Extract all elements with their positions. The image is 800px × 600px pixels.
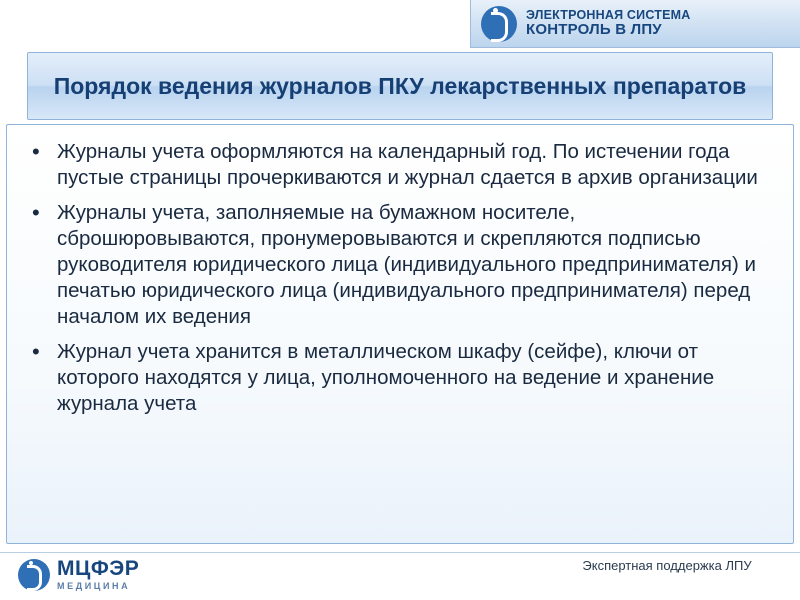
footer-brand-name: МЦФЭР: [57, 557, 140, 580]
list-item: • Журналы учета, заполняемые на бумажном носителе, сброшюровываются, пронумеровываются и скрепляются подписью руководителя юридического лица (индивидуального предпринимателя) и печатью юридического лица (индивидуального предпринимателя) перед началом их ведения: [23, 200, 775, 330]
slide-body-panel: [6, 124, 794, 544]
list-item: • Журнал учета хранится в металлическом шкафу (сейфе), ключи от которого находятся у лица, уполномоченного на ведение и хранение журнала учета: [23, 339, 775, 417]
brand-header: [470, 0, 800, 48]
footer-brand-text: [57, 558, 139, 591]
circle-person-icon: [18, 559, 50, 591]
brand-line-1: ЭЛЕКТРОННАЯ СИСТЕМА: [526, 8, 691, 23]
circle-person-icon: [481, 6, 517, 42]
list-item: • Журналы учета оформляются на календарный год. По истечении года пустые страницы прочеркиваются и журнал сдается в архив организации: [23, 139, 775, 191]
footer-brand-subtitle: МЕДИЦИНА: [57, 581, 131, 591]
footer-divider: [0, 552, 800, 553]
bullet-list: [23, 139, 775, 417]
brand-header-text: [526, 8, 690, 39]
slide-title-banner: [27, 52, 773, 120]
brand-line-2: КОНТРОЛЬ В ЛПУ: [526, 21, 662, 39]
footer-logo: [18, 558, 139, 591]
footer-note: Экспертная поддержка ЛПУ: [582, 558, 752, 573]
page-title: Порядок ведения журналов ПКУ лекарственных препаратов: [53, 72, 747, 99]
